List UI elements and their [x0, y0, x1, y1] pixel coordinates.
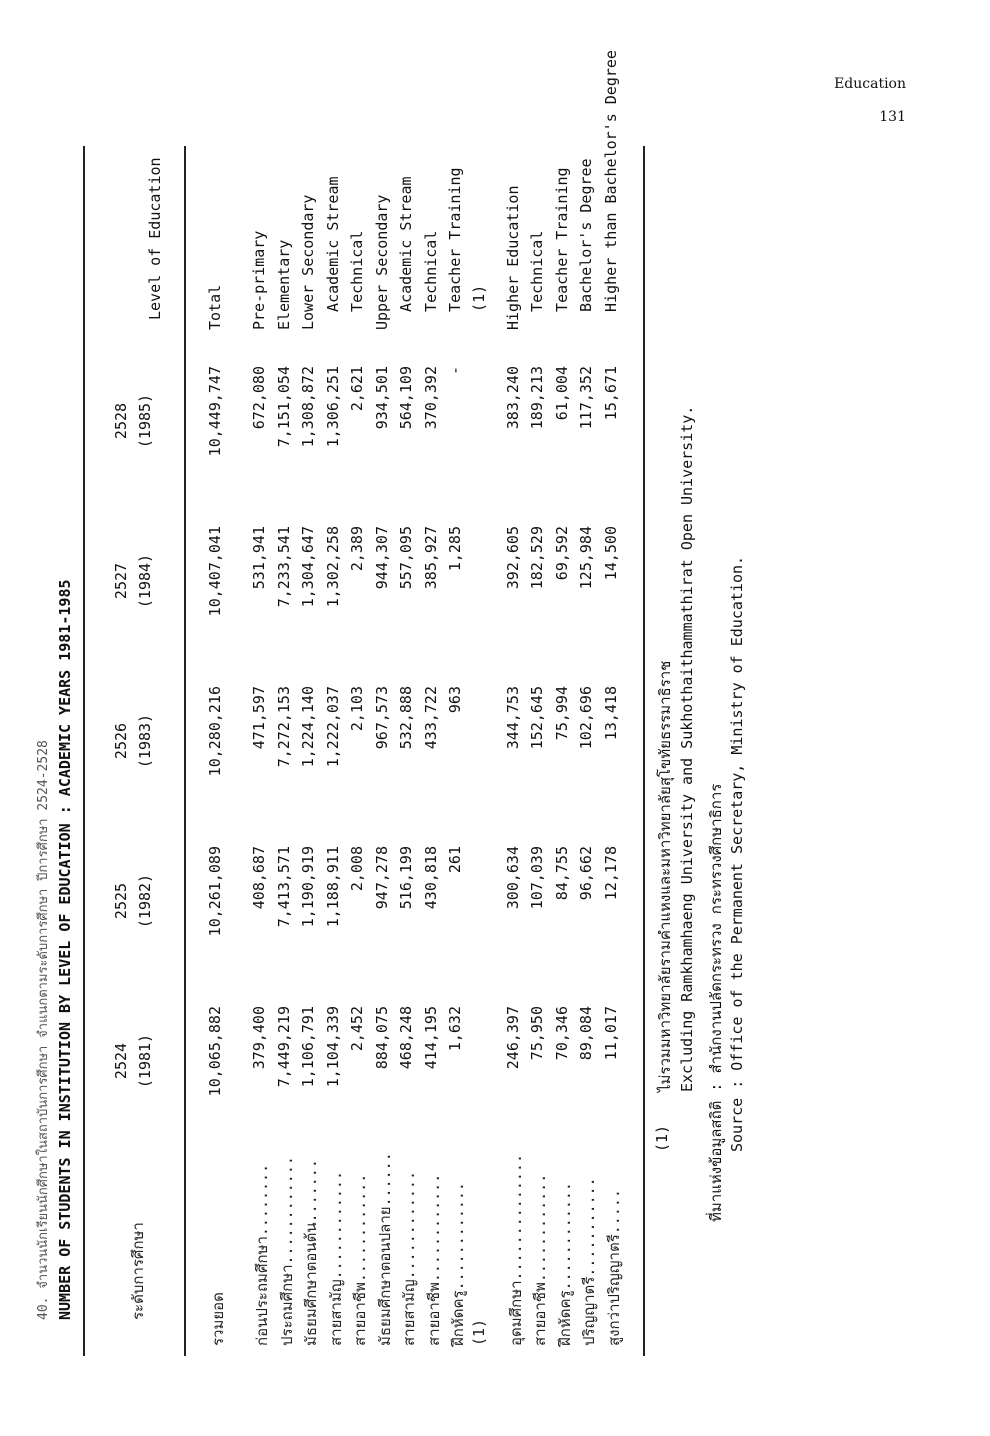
table-cell: 2,103: [348, 686, 366, 732]
table-cell: 557,095: [397, 526, 415, 590]
bottom-rule: [643, 146, 645, 1356]
table-cell: 1,222,037: [324, 686, 342, 768]
row-label-thai: รวมยอด: [209, 1292, 227, 1346]
table-cell: 884,075: [373, 1006, 391, 1070]
table-cell: 75,994: [553, 686, 571, 741]
table-cell: 944,307: [373, 526, 391, 590]
row-label-english: Academic Stream: [324, 176, 342, 330]
source-english: Source : Office of the Permanent Secretary, Ministry of Education.: [728, 555, 746, 1152]
year-header-thai: 2525: [112, 882, 130, 920]
table-cell: 1,224,140: [299, 686, 317, 768]
table-cell: 61,004: [553, 366, 571, 421]
table-cell: 70,346: [553, 1006, 571, 1061]
rotated-table-page: [28, 50, 748, 1360]
table-cell: 189,213: [528, 366, 546, 430]
table-cell: 10,065,882: [206, 1006, 224, 1097]
table-cell: 2,389: [348, 526, 366, 572]
section-title: Education: [834, 76, 906, 92]
table-cell: 2,008: [348, 846, 366, 892]
row-label-thai: อุดมศึกษา..............: [507, 1154, 525, 1346]
table-cell: 344,753: [504, 686, 522, 750]
row-label-english: Teacher Training: [553, 167, 571, 330]
table-cell: -: [446, 366, 464, 376]
table-cell: 1,304,647: [299, 526, 317, 608]
table-cell: 152,645: [528, 686, 546, 750]
table-cell: 246,397: [504, 1006, 522, 1070]
table-cell: 967,573: [373, 686, 391, 750]
table-cell: 934,501: [373, 366, 391, 430]
table-cell: 385,927: [422, 526, 440, 590]
table-cell: 2,621: [348, 366, 366, 412]
table-cell: 10,280,216: [206, 686, 224, 777]
footnote-thai: ไม่รวมมหาวิทยาลัยรามคำแหงและมหาวิทยาลัยสุโขทัยธรรมาธิราช: [656, 660, 674, 1092]
table-cell: 1,308,872: [299, 366, 317, 448]
row-label-english: Technical: [528, 230, 546, 330]
table-cell: 531,941: [250, 526, 268, 590]
row-label-thai: มัธยมศึกษาตอนต้น.......: [302, 1159, 320, 1346]
table-cell: 383,240: [504, 366, 522, 430]
row-label-thai: สายอาชีพ............: [531, 1173, 549, 1346]
year-header-thai: 2524: [112, 1042, 130, 1080]
table-title-english: NUMBER OF STUDENTS IN INSTITUTION BY LEVEL OF EDUCATION : ACADEMIC YEARS 1981-1985: [56, 579, 74, 1320]
year-header-english: (1982): [136, 873, 154, 929]
table-cell: 379,400: [250, 1006, 268, 1070]
table-cell: 10,261,089: [206, 846, 224, 937]
table-cell: 102,696: [577, 686, 595, 750]
table-title-thai: 40. จำนวนนักเรียนนักศึกษาในสถาบันการศึกษา จำแนกตามระดับการศึกษา ปีการศึกษา 2524-2528: [36, 740, 51, 1320]
table-cell: 96,662: [577, 846, 595, 901]
year-header-thai: 2527: [112, 562, 130, 600]
row-label-english: Academic Stream: [397, 176, 415, 330]
table-cell: 89,084: [577, 1006, 595, 1061]
table-cell: 1,106,791: [299, 1006, 317, 1088]
year-header-english: (1981): [136, 1033, 154, 1089]
row-label-english: Technical: [422, 230, 440, 330]
table-cell: 7,233,541: [275, 526, 293, 608]
table-cell: 392,605: [504, 526, 522, 590]
row-label-thai: ฝึกหัดครู............: [556, 1182, 574, 1346]
table-cell: 564,109: [397, 366, 415, 430]
year-header-thai: 2528: [112, 402, 130, 440]
table-cell: 516,199: [397, 846, 415, 910]
row-label-thai: ประถมศึกษา............: [278, 1156, 296, 1346]
row-label-english: Lower Secondary: [299, 194, 317, 330]
table-cell: 947,278: [373, 846, 391, 910]
year-header-english: (1984): [136, 553, 154, 609]
column-header-level-thai: ระดับการศึกษา: [129, 1222, 147, 1320]
row-label-thai: (1): [470, 1318, 488, 1346]
table-cell: 2,452: [348, 1006, 366, 1052]
row-label-thai: มัธยมศึกษาตอนปลาย......: [376, 1152, 394, 1346]
table-cell: 672,080: [250, 366, 268, 430]
table-cell: 963: [446, 686, 464, 714]
table-cell: 15,671: [602, 366, 620, 421]
table-cell: 69,592: [553, 526, 571, 581]
table-cell: 430,818: [422, 846, 440, 910]
table-cell: 261: [446, 846, 464, 874]
row-label-english: Elementary: [275, 239, 293, 330]
table-cell: 125,984: [577, 526, 595, 590]
table-cell: 1,104,339: [324, 1006, 342, 1088]
table-cell: 10,407,041: [206, 526, 224, 617]
row-label-thai: ปริญญาตรี...........: [580, 1177, 598, 1346]
table-cell: 300,634: [504, 846, 522, 910]
row-label-english: (1): [470, 284, 488, 330]
row-label-thai: สายอาชีพ............: [351, 1173, 369, 1346]
footnote-english: Excluding Ramkhamhaeng University and Sukhothaithammathirat Open University.: [678, 405, 696, 1092]
row-label-thai: สูงกว่าปริญญาตรี.....: [605, 1189, 623, 1346]
row-label-thai: ก่อนประถมศึกษา........: [253, 1163, 271, 1346]
table-cell: 370,392: [422, 366, 440, 430]
source-thai: ที่มาแห่งข้อมูลสถิติ : สำนักงานปลัดกระทรวง กระทรวงศึกษาธิการ: [707, 783, 725, 1222]
row-label-english: Bachelor's Degree: [577, 158, 595, 330]
table-cell: 7,151,054: [275, 366, 293, 448]
table-cell: 11,017: [602, 1006, 620, 1061]
table-cell: 468,248: [397, 1006, 415, 1070]
table-cell: 1,285: [446, 526, 464, 572]
row-label-english: Pre-primary: [250, 230, 268, 330]
table-cell: 433,722: [422, 686, 440, 750]
table-cell: 1,188,911: [324, 846, 342, 928]
table-cell: 12,178: [602, 846, 620, 901]
table-cell: 1,306,251: [324, 366, 342, 448]
row-label-english: Higher than Bachelor's Degree: [602, 50, 620, 330]
table-cell: 182,529: [528, 526, 546, 590]
table-cell: 1,190,919: [299, 846, 317, 928]
table-cell: 75,950: [528, 1006, 546, 1061]
table-cell: 471,597: [250, 686, 268, 750]
table-cell: 10,449,747: [206, 366, 224, 457]
header-rule: [184, 146, 186, 1356]
table-cell: 1,632: [446, 1006, 464, 1052]
year-header-english: (1983): [136, 713, 154, 769]
column-header-level-english: Level of Education: [146, 157, 164, 320]
table-cell: 7,272,153: [275, 686, 293, 768]
table-cell: 7,413,571: [275, 846, 293, 928]
row-label-thai: สายสามัญ............: [327, 1171, 345, 1346]
table-cell: 1,302,258: [324, 526, 342, 608]
table-cell: 107,039: [528, 846, 546, 910]
top-rule: [83, 146, 85, 1356]
table-cell: 13,418: [602, 686, 620, 741]
row-label-english: Higher Education: [504, 185, 522, 330]
footnote-marker: (1): [653, 1124, 671, 1152]
table-cell: 84,755: [553, 846, 571, 901]
row-label-thai: ฝึกหัดครู............: [449, 1182, 467, 1346]
table-cell: 7,449,219: [275, 1006, 293, 1088]
page-number: 131: [879, 109, 906, 125]
table-cell: 532,888: [397, 686, 415, 750]
table-cell: 414,195: [422, 1006, 440, 1070]
row-label-thai: สายสามัญ............: [400, 1171, 418, 1346]
year-header-thai: 2526: [112, 722, 130, 760]
table-cell: 408,687: [250, 846, 268, 910]
row-label-english: Teacher Training: [446, 167, 464, 330]
table-cell: 117,352: [577, 366, 595, 430]
row-label-thai: สายอาชีพ............: [425, 1173, 443, 1346]
table-cell: 14,500: [602, 526, 620, 581]
year-header-english: (1985): [136, 393, 154, 449]
row-label-english: Technical: [348, 230, 366, 330]
row-label-english: Total: [206, 284, 224, 330]
row-label-english: Upper Secondary: [373, 194, 391, 330]
